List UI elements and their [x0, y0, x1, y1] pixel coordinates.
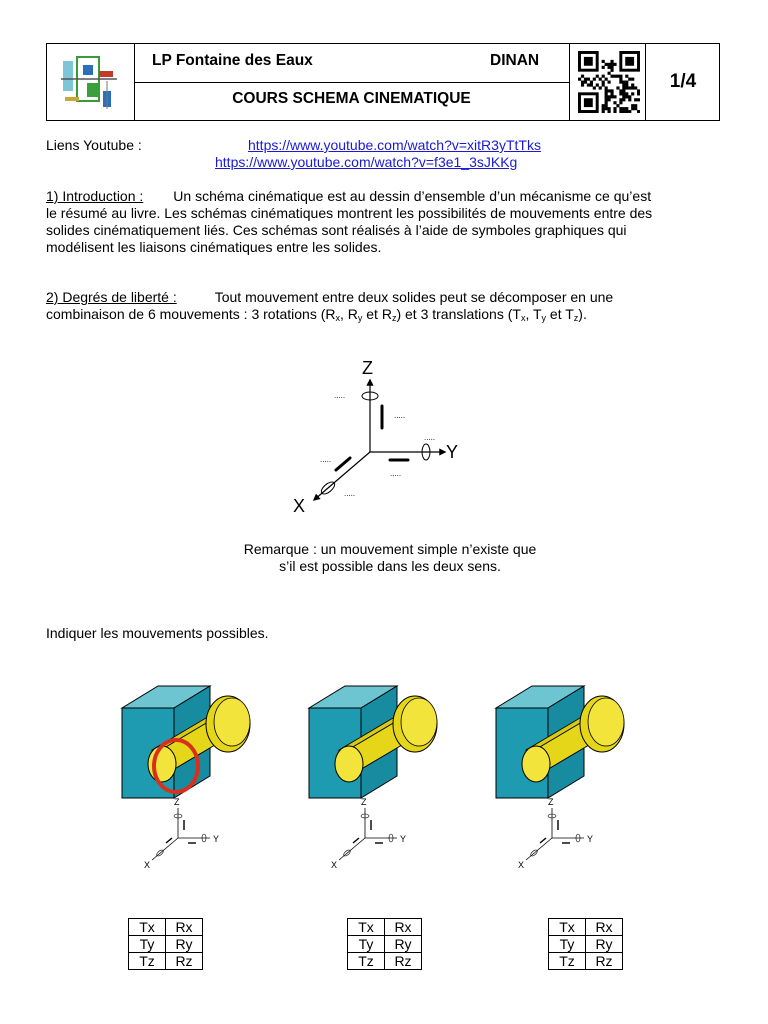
svg-text:Z: Z	[174, 797, 180, 807]
mechanism-figure-1	[118, 680, 268, 893]
translation-x-icon	[336, 458, 350, 470]
svg-text:Y: Y	[587, 834, 594, 844]
x-label: X	[293, 496, 306, 516]
intro-line-2: le résumé au livre. Les schémas cinématiques montrent les possibilités de mouvements entre des	[46, 205, 653, 221]
youtube-link-1[interactable]: https://www.youtube.com/watch?v=xitR3yTtTks	[248, 137, 541, 153]
dof-table-2: Tx Rx Ty Ry Tz Rz	[347, 918, 422, 970]
city-name: DINAN	[490, 52, 540, 69]
svg-text:Z: Z	[361, 797, 367, 807]
dots-tz: .....	[394, 411, 406, 420]
dof-line-1: Tout mouvement entre deux solides peut se décomposer en une	[214, 289, 614, 305]
dof-table-3: Tx Rx Ty Ry Tz Rz	[548, 918, 623, 970]
page-title: COURS SCHEMA CINEMATIQUE	[232, 90, 471, 107]
dots-tx: .....	[320, 455, 332, 464]
logo-mechanism-icon	[57, 53, 125, 113]
mechanism-figure-2	[305, 680, 455, 893]
dots-ty: .....	[390, 469, 402, 478]
intro-line-4: modélisent les liaisons cinématiques entre les solides.	[46, 239, 382, 255]
intro-heading: 1) Introduction :	[46, 188, 144, 204]
svg-text:X: X	[518, 860, 525, 870]
youtube-link-2[interactable]: https://www.youtube.com/watch?v=f3e1_3sJKKg	[215, 154, 518, 170]
header-table	[46, 43, 720, 121]
svg-text:Y: Y	[400, 834, 407, 844]
mini-axes	[518, 797, 593, 870]
shaft-end	[335, 746, 363, 782]
page-number: 1/4	[669, 71, 697, 92]
svg-text:Y: Y	[213, 834, 220, 844]
mechanism-figure-3	[492, 680, 642, 893]
instruction: Indiquer les mouvements possibles.	[46, 625, 269, 641]
links-label: Liens Youtube :	[46, 137, 142, 153]
dots-rz: .....	[334, 391, 346, 400]
remark	[200, 541, 580, 575]
svg-text:Z: Z	[548, 797, 554, 807]
svg-text:X: X	[144, 860, 151, 870]
mini-axes	[144, 797, 219, 870]
intro-paragraph	[46, 188, 726, 256]
dof-paragraph	[46, 289, 726, 327]
dof-table-1: Tx Rx Ty Ry Tz Rz	[128, 918, 203, 970]
intro-line-1: Un schéma cinématique est au dessin d’ensemble d’un mécanisme ce qu’est	[173, 188, 652, 204]
remark-line-1: Remarque : un mouvement simple n’existe que	[243, 541, 537, 557]
qr-code-icon[interactable]	[578, 51, 640, 113]
school-name: LP Fontaine des Eaux	[152, 52, 313, 69]
shaft-end	[522, 746, 550, 782]
dof-heading: 2) Degrés de liberté :	[46, 289, 177, 305]
remark-line-2: s’il est possible dans les deux sens.	[279, 558, 501, 574]
svg-text:X: X	[331, 860, 338, 870]
axes-diagram	[240, 352, 480, 522]
intro-line-3: solides cinématiquement liés. Ces schémas sont réalisés à l’aide de symboles graphiques qui	[46, 222, 627, 238]
dots-ry: .....	[424, 433, 436, 442]
z-label: Z	[362, 358, 373, 378]
y-label: Y	[446, 442, 459, 462]
mini-axes	[331, 797, 406, 870]
dots-rx: .....	[344, 489, 356, 498]
dof-line-2: combinaison de 6 mouvements : 3 rotations ($R_x$, $R_y$ et $R_z$) et 3 translations ($T_x$, $T_y$ et $T_z$).	[46, 306, 587, 323]
